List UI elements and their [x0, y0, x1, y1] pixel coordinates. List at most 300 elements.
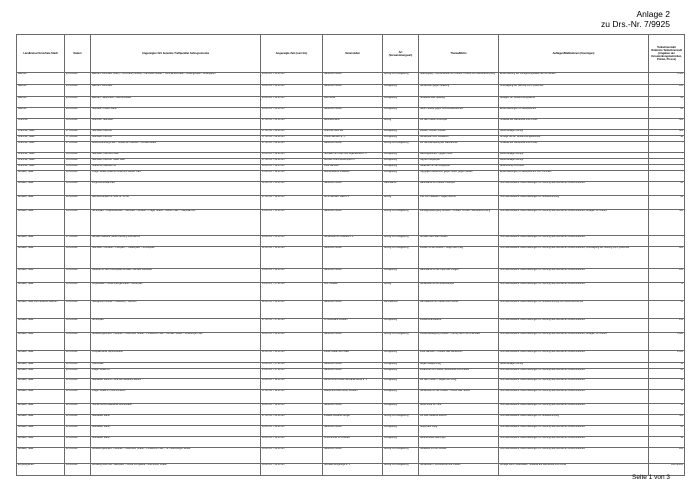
cell-topic: Keine Show für Tiere — [419, 404, 499, 415]
cell-topic: Gemeinsam und Solidarisch — [419, 136, 499, 142]
cell-district: Dresden, Stadt — [17, 426, 65, 437]
table-row — [17, 119, 685, 130]
cell-participants: 20 — [649, 426, 685, 437]
cell-time: 15:00 Uhr – 17:00 Uhr — [261, 369, 323, 379]
col-header-district: Landkreise/ Kreisfreie Stadt — [17, 35, 65, 73]
cell-time: 16:00 Uhr – 18:00 Uhr — [261, 153, 323, 159]
cell-location: Prager Straße 12 — [91, 369, 261, 379]
cell-topic: Solidarität mit der Ukraine — [419, 448, 499, 464]
cell-time: 19:00 Uhr – 20:30 Uhr — [261, 97, 323, 108]
cell-location: Neustädter Markt — [91, 415, 261, 426]
cell-location: Straße der Nationen 12 — [91, 165, 261, 171]
cell-topic: Gemeinsam für ein freies Europa — [419, 283, 499, 301]
cell-location: Neustädter Markt — [91, 426, 261, 437]
cell-topic: Mahnwache für die Opfer des Krieges — [419, 269, 499, 283]
cell-time: 12:00 Uhr – 16:00 Uhr — [261, 247, 323, 269]
cell-participants: - — [649, 159, 685, 165]
col-header-topic: Thema/Motto — [419, 35, 499, 73]
table-row — [17, 108, 685, 119]
cell-date: 19.03.2022 — [65, 464, 91, 476]
cell-measures: Einschränkung der Kundgebungsdauer auf 60 Minuten — [499, 73, 649, 85]
cell-participants: 10 — [649, 363, 685, 369]
cell-organizer: natürliche Person — [323, 210, 383, 236]
cell-type: Kundgebung — [383, 269, 419, 283]
cell-measures: Hinweise auf Sachkunde und Ordner — [499, 119, 649, 130]
cell-topic: Frieden, Freiheit, Frieden — [419, 130, 499, 136]
cell-topic: Freie Sachsen – Frieden statt Sanktionen — [419, 351, 499, 363]
cell-time: 19:00 Uhr – 21:00 Uhr — [261, 73, 323, 85]
cell-type: Kundgebung — [383, 319, 419, 333]
cell-measures: nicht abschließend: Beschränkungen zur Nutzung des öffentlichen Verkehrsraumes — [499, 182, 649, 196]
cell-organizer: natürliche Person — [323, 73, 383, 85]
cell-topic: FSV vom Stadtteil – Gegen Rechts — [419, 196, 499, 210]
cell-location: Jorge-Gomondai-Platz — [91, 182, 261, 196]
cell-location: Lingnerallee – Große Zwingerstraße – Blüherpark — [91, 283, 261, 301]
table-row — [17, 369, 685, 379]
cell-date: 20.03.2022 — [65, 369, 91, 379]
cell-participants: 70 — [649, 283, 685, 301]
cell-organizer: FDP Dresden — [323, 283, 383, 301]
cell-district: Chemnitz, Stadt — [17, 130, 65, 136]
cell-participants: - — [649, 142, 685, 153]
cell-measures: nicht abschließend: Beschränkungen zur Nutzung des öffentlichen Verkehrsraumes — [499, 404, 649, 415]
cell-district: Bautzen — [17, 73, 65, 85]
cell-district: Dresden, Stadt und Landkreis Bautzen — [17, 301, 65, 319]
cell-type: Aufzug mit Kundgebung — [383, 142, 419, 153]
page-number: Seite 1 von 3 — [632, 474, 670, 481]
cell-date: 21.03.2022 — [65, 404, 91, 415]
cell-participants: 10 — [649, 404, 685, 415]
cell-type: Kundgebung — [383, 108, 419, 119]
cell-time: 17:00 Uhr – 20:00 Uhr — [261, 136, 323, 142]
cell-measures: nicht abschließend: Beschränkungen zur Nutzung des öffentlichen Verkehrsraumes; Auflagen zu Ordnern — [499, 333, 649, 351]
cell-measures: Hinweise auf Sachkunde und Ordner — [499, 142, 649, 153]
cell-time: 14:00 Uhr – 15:00 Uhr — [261, 210, 323, 236]
cell-location: Neumarkt – Altmarkt – Postplatz – Theaterplatz – Schloßplatz — [91, 247, 261, 269]
cell-time: 17:00 Uhr – 18:00 Uhr — [261, 390, 323, 404]
cell-date: 19.03.2022 — [65, 247, 91, 269]
col-header-organizer: Veranstalter — [323, 35, 383, 73]
cell-type: Kundgebung — [383, 379, 419, 390]
cell-time: 18:00 Uhr – 19:00 Uhr — [261, 404, 323, 415]
cell-topic: Mahnwache für Frieden in Europa — [419, 182, 499, 196]
cell-location: Neumarkt, Chemnitz Mitte — [91, 153, 261, 159]
cell-date: 19.03.2022 — [65, 165, 91, 171]
cell-location: Schloßplatz – Augustusstraße – Neumarkt – Altmarkt – Prager Straße – Wiener Platz – Hauptbahnhof — [91, 210, 261, 236]
cell-time: 19:00 Uhr – 21:00 Uhr — [261, 236, 323, 247]
cell-participants: 20 — [649, 182, 685, 196]
cell-measures: nicht abschließend: Beschränkungen zur Nutzung des öffentlichen Verkehrsraumes — [499, 351, 649, 363]
col-header-type — [383, 35, 419, 73]
cell-time: 17:00 Uhr – 21:00 Uhr — [261, 119, 323, 130]
table-row — [17, 404, 685, 415]
cell-organizer: IG Mittelstand Dresden — [323, 319, 383, 333]
cell-date: 21.03.2022 — [65, 379, 91, 390]
cell-measures: Einschränkungen zu Lautsprechern — [499, 108, 649, 119]
cell-topic: Montagsspaziergang Dresden – Frieden, Freiheit, Selbstbestimmung — [419, 210, 499, 236]
table-row — [17, 379, 685, 390]
cell-type: Kundgebung — [383, 136, 419, 142]
cell-measures: Einschränkungen zu Lautsprechern und Trommeln — [499, 171, 649, 182]
cell-location: Prager Straße zwischen Kiosk und Wiener Platz — [91, 171, 261, 182]
cell-date: 24.03.2022 — [65, 73, 91, 85]
cell-location: Helmut-Schön-Allee/Ecke Lennéstraße — [91, 404, 261, 415]
cell-date: 21.03.2022 — [65, 437, 91, 448]
cell-type: Kundgebung — [383, 437, 419, 448]
cell-date: 19.03.2022 — [65, 182, 91, 196]
cell-participants: - — [649, 153, 685, 159]
cell-participants: 600 — [649, 130, 685, 136]
cell-organizer: Partei FREIE SACHSEN — [323, 351, 383, 363]
cell-type: Aufzug mit Kundgebung — [383, 210, 419, 236]
cell-measures: Keine Auflagen verfügt — [499, 130, 649, 136]
cell-district: Dresden, Stadt — [17, 437, 65, 448]
cell-location: Neumarkt Chemnitz Hälfte West — [91, 159, 261, 165]
cell-organizer: Netzwerk für Kultur und Jugendarbeit e. V. — [323, 153, 383, 159]
cell-district: Dresden, Stadt — [17, 236, 65, 247]
cell-topic: Gemeinsam gegen Spaltung — [419, 85, 499, 97]
table-row — [17, 283, 685, 301]
cell-measures: Keine Auflagen verfügt — [499, 153, 649, 159]
cell-measures: nicht abschließend: Beschränkungen zur Nutzung des öffentlichen Verkehrsraumes; Auflagen zu Ordnern — [499, 210, 649, 236]
cell-measures: nicht abschließend: Beschränkungen zur Streckenführung und Verkehrssicherheit — [499, 301, 649, 319]
cell-participants: 800 — [649, 247, 685, 269]
cell-time: 12:00 Uhr – 20:00 Uhr — [261, 301, 323, 319]
cell-date: 20.03.2022 — [65, 363, 91, 369]
cell-type: Kundgebung — [383, 159, 419, 165]
col-header-participants — [649, 35, 685, 73]
cell-topic: Für die Abschaffung der Maßnahmen — [419, 142, 499, 153]
cell-organizer: natürliche Person — [323, 404, 383, 415]
cell-date: 19.03.2022 — [65, 319, 91, 333]
table-row — [17, 236, 685, 247]
cell-topic: Gemeinsam für die Ukraine – Helfen statt Hetzen — [419, 390, 499, 404]
cell-date: 19.03.2022 — [65, 210, 91, 236]
cell-participants: 500 — [649, 415, 685, 426]
cell-date: 21.03.2022 — [65, 448, 91, 464]
cell-topic: Frieden für die Ukraine – Stoppt den Krieg — [419, 247, 499, 269]
cell-topic: Für eine friedliche Zukunft — [419, 415, 499, 426]
table-header-row — [17, 35, 685, 73]
cell-location: Neumarkt Chemnitz — [91, 130, 261, 136]
cell-type: Kundgebung — [383, 97, 419, 108]
cell-topic: Lebensfreude statt Angst — [419, 437, 499, 448]
cell-district: Dresden, Stadt — [17, 333, 65, 351]
cell-time: 12:00 Uhr – 21:00 Uhr — [261, 182, 323, 196]
cell-organizer: natürliche Person — [323, 108, 383, 119]
cell-participants: 100 — [649, 85, 685, 97]
table-row — [17, 437, 685, 448]
cell-district: Erzgebirgskreis — [17, 464, 65, 476]
table-row — [17, 319, 685, 333]
cell-measures: nicht abschließend: Beschränkungen zur Nutzung des öffentlichen Verkehrsraumes — [499, 369, 649, 379]
cell-type: Aufzug mit Kundgebung — [383, 448, 419, 464]
cell-type: Kundgebung — [383, 426, 419, 437]
cell-participants: 80 — [649, 108, 685, 119]
cell-district: Dresden, Stadt — [17, 182, 65, 196]
cell-type: Kundgebung — [383, 369, 419, 379]
table-row — [17, 73, 685, 85]
table-row — [17, 464, 685, 476]
cell-type: Aufzug mit Kundgebung — [383, 73, 419, 85]
cell-location: Gelände vor dem Kulturpalast Dresden, Altmarkt Westseite — [91, 269, 261, 283]
col-header-type-note: (Versammlungsart) — [388, 53, 413, 57]
cell-location: Aufstellungsbereich: Postplatz – Wilsdruffer Straße – Pirnaischer Platz – St. Petersburger Straße — [91, 448, 261, 464]
col-header-participants-label: Teilnehmerzahl — [657, 46, 676, 49]
cell-district: Dresden, Stadt — [17, 210, 65, 236]
cell-organizer: natürliche Person — [323, 182, 383, 196]
cell-time: 17:00 Uhr – 17:00 Uhr — [261, 319, 323, 333]
cell-organizer: natürliche Person — [323, 301, 383, 319]
cell-type: Kundgebung — [383, 171, 419, 182]
cell-district: Chemnitz, Stadt — [17, 153, 65, 159]
cell-organizer: LINKE Sachsen e. V. — [323, 136, 383, 142]
cell-type: Aufzug mit Kundgebung — [383, 415, 419, 426]
cell-type: Kundgebung — [383, 165, 419, 171]
table-row — [17, 351, 685, 363]
cell-participants: 40 — [649, 390, 685, 404]
cell-organizer: natürliche Person — [323, 333, 383, 351]
cell-organizer: ver.di Sachsen West e.V. — [323, 196, 383, 210]
cell-organizer: natürliche Person — [323, 269, 383, 283]
cell-district: Bautzen — [17, 108, 65, 119]
cell-type: Aufzug mit Kundgebung — [383, 464, 419, 476]
col-header-time: Angezeigte Zeit (von/ bis) — [261, 35, 323, 73]
cell-topic: Friedensmahnwache — [419, 319, 499, 333]
cell-topic: Meinungsfreiheit – gegen Hetze — [419, 153, 499, 159]
cell-participants: 150 — [649, 319, 685, 333]
table-row — [17, 210, 685, 236]
cell-date: 17.03.2022 — [65, 130, 91, 136]
annex-title: Anlage 2 — [636, 9, 670, 19]
cell-time: 18:00 Uhr – 19:15 Uhr — [261, 165, 323, 171]
cell-date: 19.03.2022 — [65, 301, 91, 319]
cell-organizer: Menschliche Brücke Germania Bezirk e. V. — [323, 379, 383, 390]
cell-type: Kundgebung — [383, 85, 419, 97]
cell-participants: 50 — [649, 301, 685, 319]
cell-date: 19.03.2022 — [65, 283, 91, 301]
cell-location: Stadtgebiet Dresden – Radeberg – Bautzen — [91, 301, 261, 319]
cell-measures: nicht abschließend: Beschränkungen zur Nutzung des öffentlichen Verkehrsraumes; Untersagung der Nutzung von Pyrotechnik — [499, 247, 649, 269]
cell-location: Schloßplatz — [91, 319, 261, 333]
cell-date: 17.03.2022 — [65, 236, 91, 247]
cell-district: Dresden, Stadt — [17, 379, 65, 390]
cell-time: 15:00 Uhr – 20:00 Uhr — [261, 269, 323, 283]
cell-location: Bautzen: Kornmarkt (Platz) – Kornmarkt (Straße) – Karl-Marx-Straße – Tuchmacherstraße – Lessingstraße – Ankergarten — [91, 73, 261, 85]
cell-district: Dresden, Stadt — [17, 390, 65, 404]
cell-district: Dresden, Stadt — [17, 171, 65, 182]
cell-organizer: Initiative Dresdner Bürger — [323, 415, 383, 426]
cell-organizer: DIE LINKE — [323, 97, 383, 108]
cell-participants: 1.500 — [649, 73, 685, 85]
cell-location: Bahnhofsvorplatz in Höhe Nr. 15–38 — [91, 196, 261, 210]
cell-date: 21.03.2022 — [65, 426, 91, 437]
cell-location: Neustädter Markt in Höhe des Goldenen Reiters — [91, 379, 261, 390]
cell-type: Aufzug — [383, 283, 419, 301]
table-row — [17, 85, 685, 97]
table-row — [17, 301, 685, 319]
cell-district: Dresden, Stadt — [17, 369, 65, 379]
cell-participants: - — [649, 165, 685, 171]
cell-topic: Tag der Kriegsopfer — [419, 159, 499, 165]
cell-time: 14:00 Uhr – 17:00 Uhr — [261, 283, 323, 301]
cell-date: 19.03.2022 — [65, 269, 91, 283]
cell-location: Prager Straße in Höhe Rundkino — [91, 390, 261, 404]
cell-participants: 20 — [649, 369, 685, 379]
cell-district: Dresden, Stadt — [17, 283, 65, 301]
cell-district: Dresden, Stadt — [17, 404, 65, 415]
table-row — [17, 97, 685, 108]
col-header-participants-note: Verkürzte Teilnehmerzahl (Angaben der Versammlungsbehörden, Polizei, Presse) — [650, 49, 683, 61]
cell-time: 15:00 Uhr – 19:00 Uhr — [261, 171, 323, 182]
cell-district: Chemnitz, Stadt — [17, 159, 65, 165]
cell-organizer: natürliche Person — [323, 448, 383, 464]
cell-time: 10:00 Uhr – 12:00 Uhr — [261, 379, 323, 390]
annex-reference: zu Drs.-Nr. 7/9925 — [601, 19, 670, 29]
cell-type: Aufzug mit Kundgebung — [383, 333, 419, 351]
cell-participants: 40 — [649, 136, 685, 142]
col-header-date: Datum — [65, 35, 91, 73]
cell-date: 20.03.2022 — [65, 351, 91, 363]
cell-participants: 100 — [649, 269, 685, 283]
cell-date: 19.03.2022 — [65, 119, 91, 130]
col-header-type-label: Art — [398, 50, 403, 54]
cell-location: Annaberg-Buchholz: Marktplatz – Große Kirchgasse – Buchholzer Straße — [91, 464, 261, 476]
cell-organizer: natürliche Person — [323, 369, 383, 379]
cell-type: Kundgebung — [383, 390, 419, 404]
cell-measures: nicht abschließend: Beschränkungen zur Nutzung des öffentlichen Verkehrsraumes — [499, 236, 649, 247]
cell-topic: Friedensbewegung Dresden – Aufzug durch die Innenstadt — [419, 333, 499, 351]
cell-district: Bautzen — [17, 85, 65, 97]
cell-district: Chemnitz, Stadt — [17, 165, 65, 171]
cell-participants: - — [649, 171, 685, 182]
table-row — [17, 142, 685, 153]
cell-measures: Keine Auflagen verfügt — [499, 363, 649, 369]
table-row — [17, 247, 685, 269]
cell-measures: nicht abschließend: Beschränkungen zur Nutzung des öffentlichen Verkehrsraumes — [499, 379, 649, 390]
cell-date: 24.03.2022 — [65, 85, 91, 97]
cell-topic: Gemeinsam – Grundrechte und Frieden — [419, 464, 499, 476]
cell-organizer: Demokratische Initiativen — [323, 171, 383, 182]
cell-time: 19:00 Uhr – 20:00 Uhr — [261, 85, 323, 97]
cell-type: Kundgebung — [383, 351, 419, 363]
cell-topic: Zusammen für Freiheit, Gesundheit und Frieden — [419, 369, 499, 379]
cell-participants: 20 — [649, 196, 685, 210]
cell-topic: Spaziergang – Demonstration für Frieden, Freiheit und Selbstbestimmung — [419, 73, 499, 85]
cell-measures: Anzeige durch Veranstalter; Hinweise auf Sachkunde und Ordner — [499, 464, 649, 476]
cell-district: Dresden, Stadt — [17, 448, 65, 464]
cell-location: Altmarkt Stadtfeld (Seite) Richtung Kreuzkirche — [91, 236, 261, 247]
cell-organizer: Deutsches Rotes Kreuz Dresden — [323, 390, 383, 404]
cell-time: 17:30 Uhr – 20:00 Uhr — [261, 142, 323, 153]
cell-participants: 1.800 — [649, 333, 685, 351]
cell-measures: nicht abschließend: Beschränkungen zur Nutzung des öffentlichen Verkehrsraumes — [499, 390, 649, 404]
cell-organizer: natürliche Person — [323, 142, 383, 153]
cell-topic: Dresden kann auch anders — [419, 236, 499, 247]
cell-district: Dresden, Stadt — [17, 196, 65, 210]
cell-type: Kundgebung — [383, 130, 419, 136]
cell-date: 19.03.2022 — [65, 171, 91, 182]
cell-time: 18:00 Uhr – 20:00 Uhr — [261, 426, 323, 437]
cell-type: Aufzug — [383, 119, 419, 130]
cell-location: Bautzen: Kornmarkt — [91, 85, 261, 97]
cell-organizer: natürliche Person — [323, 247, 383, 269]
cell-location: Chemnitz: Neumarkt — [91, 119, 261, 130]
cell-time: 17:00 Uhr – 20:00 Uhr — [261, 130, 323, 136]
cell-district: Dresden, Stadt — [17, 363, 65, 369]
table-row — [17, 171, 685, 182]
cell-type: Fahrradkorso — [383, 301, 419, 319]
cell-time: 18:00 Uhr – 20:00 Uhr — [261, 333, 323, 351]
cell-location: Ostra-Allee — [91, 363, 261, 369]
cell-location: Aufstellungsbereich: Postplatz – Wilsdruffer Straße – Pirnaischer Platz – Grunaer Straße – Straßburger Platz — [91, 333, 261, 351]
cell-organizer: Unternehmer für Dresden — [323, 437, 383, 448]
cell-topic: Stille Proteste gegen Corona-Maßnahmen — [419, 108, 499, 119]
cell-district: Chemnitz, Stadt — [17, 136, 65, 142]
cell-topic: Für den Frieden in Europa — [419, 119, 499, 130]
cell-type: Aufzug — [383, 196, 419, 210]
cell-organizer: natürliche Person — [323, 363, 383, 369]
cell-date: 19.03.2022 — [65, 159, 91, 165]
cell-time: 18:00 Uhr – 20:00 Uhr — [261, 464, 323, 476]
cell-type: Mahnwache — [383, 182, 419, 196]
cell-participants: 500 — [649, 210, 685, 236]
table-row — [17, 390, 685, 404]
cell-district: Dresden, Stadt — [17, 415, 65, 426]
cell-measures: Untersagung der Nutzung von Pyrotechnik — [499, 85, 649, 97]
cell-type: Kundgebung — [383, 153, 419, 159]
cell-date: 19.03.2022 — [65, 333, 91, 351]
table-row — [17, 426, 685, 437]
cell-organizer: Aktionsbündnis — [323, 119, 383, 130]
cell-organizer: Bündnis Chemnitz/Europa e.V. — [323, 159, 383, 165]
cell-district: Chemnitz, Stadt — [17, 142, 65, 153]
cell-district: Chemnitz — [17, 119, 65, 130]
annex-label — [601, 9, 670, 29]
col-header-location: Angezeigter Ort/ benutzte Treffpunkte/ Aufzugsstrecke — [91, 35, 261, 73]
cell-measures: nicht abschließend: Beschränkungen zur Nutzung des öffentlichen Verkehrsraumes — [499, 319, 649, 333]
cell-time: 18:00 Uhr – 19:00 Uhr — [261, 437, 323, 448]
cell-topic: Tag gegen Rassismus, gegen Hetze, gegen Gewalt — [419, 171, 499, 182]
cell-participants: 100 — [649, 448, 685, 464]
cell-topic: Für den Frieden – Gegen den Krieg — [419, 379, 499, 390]
cell-date: 17.03.2022 — [65, 136, 91, 142]
cell-measures: nicht abschließend: Beschränkungen zur Nutzung des öffentlichen Verkehrsraumes — [499, 269, 649, 283]
cell-organizer: natürliche Person — [323, 85, 383, 97]
table-row — [17, 415, 685, 426]
cell-date: 21.03.2022 — [65, 390, 91, 404]
col-header-measures: Auflagen/Maßnahmen (Sonstiges) — [499, 35, 649, 73]
cell-measures: Anzeige bei der Versammlungsbehörde — [499, 136, 649, 142]
cell-topic: Solidarität statt Spaltung — [419, 97, 499, 108]
cell-topic: Fahrradkorso für Frieden und Freiheit — [419, 301, 499, 319]
cell-organizer: Netzwerk Erzgebirge e. V. — [323, 464, 383, 476]
cell-time: 17:00 Uhr – 21:00 Uhr — [261, 415, 323, 426]
cell-type: Kundgebung — [383, 363, 419, 369]
cell-date: 17.03.2022 — [65, 142, 91, 153]
cell-type: Aufzug mit Kundgebung — [383, 247, 419, 269]
cell-measures: Keine Auflagen verfügt — [499, 159, 649, 165]
cell-participants: 300 — [649, 119, 685, 130]
cell-location: Neustadt, Ortsteil: Markt — [91, 108, 261, 119]
cell-type: Kundgebung — [383, 404, 419, 415]
cell-time: 12:00 Uhr – 14:00 Uhr — [261, 351, 323, 363]
cell-topic: Gegen Ausgrenzung — [419, 363, 499, 369]
assembly-table — [16, 34, 685, 476]
cell-topic: Stoppt den Krieg — [419, 426, 499, 437]
cell-measures: nicht abschließend: Beschränkungen zur Nutzung des öffentlichen Verkehrsraumes — [499, 426, 649, 437]
cell-organizer: natürliche Person — [323, 426, 383, 437]
